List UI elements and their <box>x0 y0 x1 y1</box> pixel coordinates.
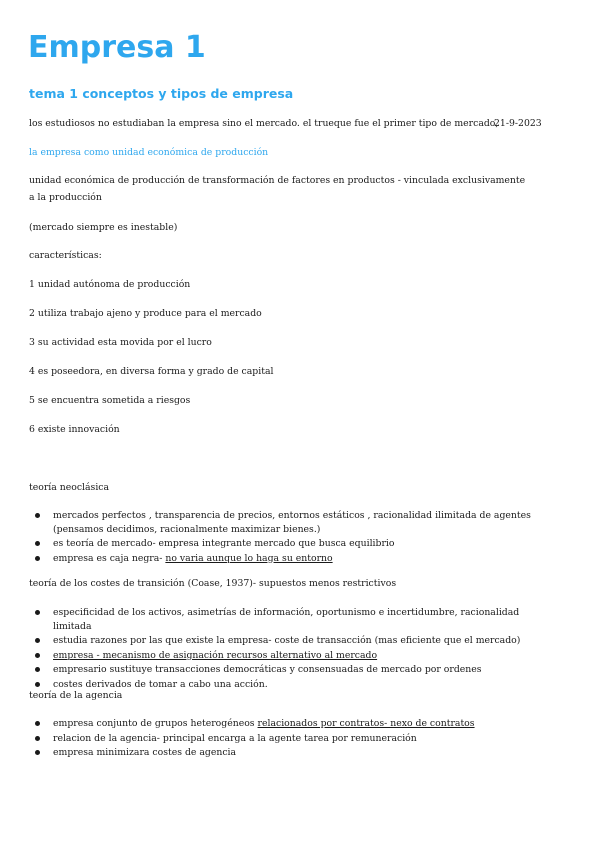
neoclassical-heading: teoría neoclásica <box>29 482 110 493</box>
blue-heading: la empresa como unidad económica de producción <box>29 147 269 158</box>
list-item: empresario sustituye transacciones democráticas y consensuadas de mercado por ordenes <box>29 663 559 677</box>
characteristics-heading: características: <box>29 250 102 261</box>
bullet-icon <box>35 541 40 546</box>
bullet-icon <box>35 653 40 658</box>
intro-line: los estudiosos no estudiaban la empresa sino el mercado. el trueque fue el primer tipo de mercado, <box>29 118 499 129</box>
bullet-icon <box>35 638 40 643</box>
list-item: empresa conjunto de grupos heterogéneos relacionados por contratos- nexo de contratos <box>29 717 559 731</box>
list-item: empresa - mecanismo de asignación recursos alternativo al mercado <box>29 649 559 663</box>
agency-heading: teoría de la agencia <box>29 690 123 701</box>
list-item: es teoría de mercado- empresa integrante mercado que busca equilibrio <box>29 537 559 551</box>
definition-text: unidad económica de producción de transformación de factores en productos - vinculada exclusivamente a la producción <box>29 175 526 203</box>
bullet-icon <box>35 667 40 672</box>
characteristic-item: 1 unidad autónoma de producción <box>29 279 191 290</box>
date-label: 21-9-2023 <box>494 118 542 129</box>
list-item: costes derivados de tomar a cabo una acción. <box>29 678 559 692</box>
bullet-icon <box>35 513 40 518</box>
characteristic-item: 4 es poseedora, en diversa forma y grado de capital <box>29 366 274 377</box>
transition-list <box>29 606 559 692</box>
list-item: especificidad de los activos, asimetrías de información, oportunismo e incertidumbre, racionalidad limitada <box>29 606 559 633</box>
characteristic-item: 2 utiliza trabajo ajeno y produce para el mercado <box>29 308 262 319</box>
section-subtitle: tema 1 conceptos y tipos de empresa <box>29 86 294 101</box>
characteristic-item: 6 existe innovación <box>29 424 120 435</box>
bullet-icon <box>35 736 40 741</box>
bullet-icon <box>35 682 40 687</box>
agency-list <box>29 717 559 761</box>
characteristic-item: 5 se encuentra sometida a riesgos <box>29 395 191 406</box>
bullet-icon <box>35 610 40 615</box>
page-title: Empresa 1 <box>28 30 206 65</box>
list-item: estudia razones por las que existe la empresa- coste de transacción (mas eficiente que el mercado) <box>29 634 559 648</box>
characteristic-item: 3 su actividad esta movida por el lucro <box>29 337 212 348</box>
list-item: relacion de la agencia- principal encarga a la agente tarea por remuneración <box>29 732 559 746</box>
list-item: empresa minimizara costes de agencia <box>29 746 559 760</box>
neoclassical-list <box>29 509 559 566</box>
list-item: empresa es caja negra- no varia aunque lo haga su entorno <box>29 552 559 566</box>
transition-heading: teoría de los costes de transición (Coase, 1937)- supuestos menos restrictivos <box>29 578 397 589</box>
list-item: mercados perfectos , transparencia de precios, entornos estáticos , racionalidad ilimitada de agentes (pensamos decidimos, racionalmente maximizar bienes.) <box>29 509 559 536</box>
note-text: (mercado siempre es inestable) <box>29 222 178 233</box>
bullet-icon <box>35 750 40 755</box>
bullet-icon <box>35 721 40 726</box>
bullet-icon <box>35 556 40 561</box>
